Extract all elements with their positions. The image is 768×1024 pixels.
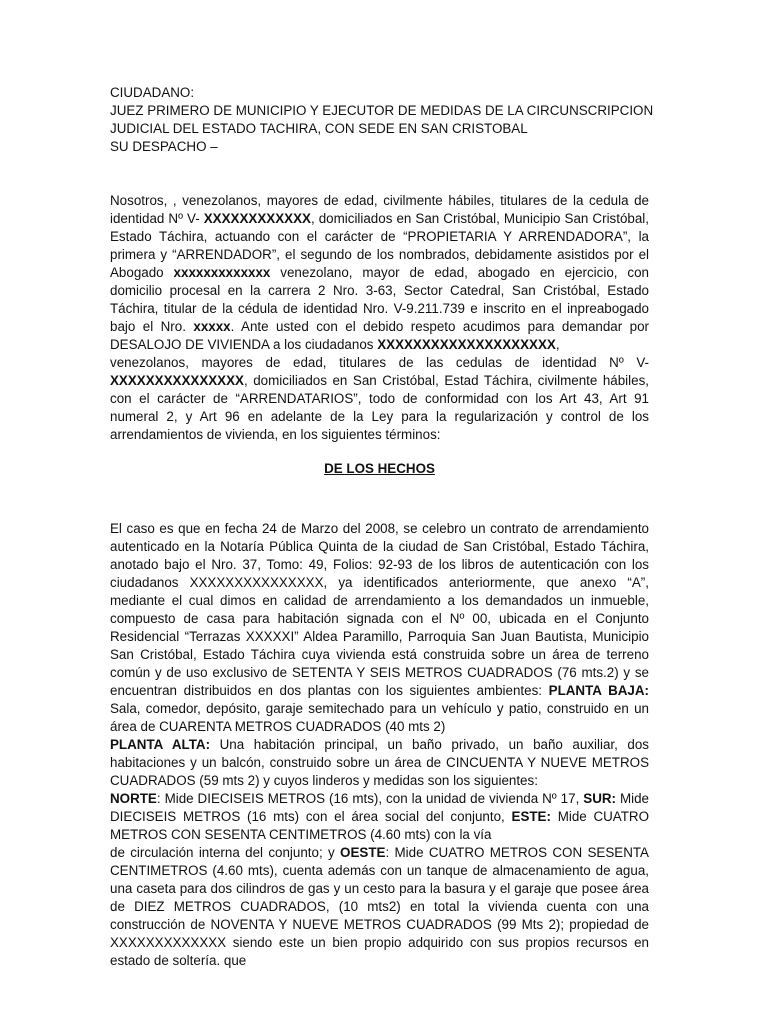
text-run: de circulación interna del conjunto; y xyxy=(110,845,341,860)
text-run: : Mide CUATRO METROS CON SESENTA CENTIMETROS (4.60 mts), cuenta además con un tanque de almacenamiento de agua, una caseta para dos cilindros de gas y un cesto para la basura y el garaje que posee área de DIEZ METROS CUADRADOS, (10 mts2) en total la vivienda cuenta con una construcción de NOVENTA Y NUEVE METROS CUADRADOS (99 Mts 2); propiedad de XXXXXXXXXXXXX siendo este un bien propio adquirido con sus propios recursos en estado de soltería. que xyxy=(110,845,649,968)
section-heading-wrap xyxy=(110,460,649,478)
document-page xyxy=(110,84,654,970)
bold-run: PLANTA ALTA: xyxy=(110,737,211,752)
text-run: Sala, comedor, depósito, garaje semitechado para un vehículo y patio, construido en un área de CUARENTA METROS CUADRADOS (40 mts 2) xyxy=(110,701,649,734)
bold-run: XXXXXXXXXXXXXXXXXXXX xyxy=(377,337,556,352)
bold-run: PLANTA BAJA: xyxy=(548,683,650,698)
text-run: , domiciliados en San Cristóbal, Estad Táchira, civilmente hábiles, con el carácter de “ARRENDATARIOS”, todo de conformidad con los Art 43, Art 91 numeral 2, y Art 96 en adelante de la Ley para la regularización y control de los arrendamientos de vivienda, en los siguientes términos: xyxy=(110,373,649,442)
address-line: CIUDADANO: xyxy=(110,85,195,100)
intro-paragraph xyxy=(110,192,649,354)
text-run: venezolanos, mayores de edad, titulares de las cedulas de identidad Nº V- xyxy=(110,355,649,370)
facts-paragraph xyxy=(110,520,649,736)
address-line: JUDICIAL DEL ESTADO TACHIRA, CON SEDE EN SAN CRISTOBAL xyxy=(110,121,528,136)
spacer xyxy=(110,156,649,192)
text-run: El caso es que en fecha 24 de Marzo del 2008, se celebro un contrato de arrendamiento autenticado en la Notaría Pública Quinta de la ciudad de San Cristóbal, Estado Táchira, anotado bajo el Nro. 37, Tomo: 49, Folios: 92-93 de los libros de autenticación con los ciudadanos XXXXXXXXXXXXXXX, ya identificados anteriormente, que anexo “A”, mediante el cual dimos en calidad de arrendamiento a los demandados un inmueble, compuesto de casa para habitación signada con el Nº 00, ubicada en el Conjunto Residencial “Terrazas XXXXXI” Aldea Paramillo, Parroquia San Juan Bautista, Municipio San Cristóbal, Estado Táchira cuya vivienda está construida sobre un área de terreno común y de uso exclusivo de SETENTA Y SEIS METROS CUADRADOS (76 mts.2) y se encuentran distribuidos en dos plantas con los siguientes ambientes: xyxy=(110,521,649,698)
text-run: Nosotros, , venezolanos, mayores de edad, civilmente hábiles, titulares de la cedula de identidad Nº V- xyxy=(110,193,649,226)
parties-paragraph xyxy=(110,354,649,444)
text-run: , domiciliados en San Cristóbal, Municipio San Cristóbal, Estado Táchira, actuando con el carácter de “PROPIETARIA Y ARRENDADORA”, la primera y “ARRENDADOR”, el segundo de los nombrados, debidamente asistidos por el Abogado xyxy=(110,211,649,280)
bold-run: xxxxxxxxxxxxx xyxy=(173,265,271,280)
text-run: . Ante usted con el debido respeto acudimos para demandar por DESALOJO DE VIVIENDA a los ciudadanos xyxy=(110,319,649,352)
bold-run: ESTE: xyxy=(511,809,551,824)
west-boundary-paragraph xyxy=(110,844,649,970)
address-line: SU DESPACHO – xyxy=(110,139,218,154)
section-heading: DE LOS HECHOS xyxy=(324,461,435,476)
text-run: , xyxy=(555,337,560,352)
bold-run: OESTE xyxy=(340,845,386,860)
text-run: : Mide DIECISEIS METROS (16 mts), con la unidad de vivienda Nº 17, xyxy=(156,791,584,806)
bold-run: NORTE xyxy=(110,791,157,806)
bold-run: XXXXXXXXXXXXXXX xyxy=(110,373,244,388)
text-run: Una habitación principal, un baño privado, un baño auxiliar, dos habitaciones y un balcón, construido sobre un área de CINCUENTA Y NUEVE METROS CUADRADOS (59 mts 2) y cuyos linderos y medidas son los siguientes: xyxy=(110,737,650,788)
text-run: Mide CUATRO METROS CON SESENTA CENTIMETROS (4.60 mts) con la vía xyxy=(110,809,649,842)
text-run: Mide DIECISEIS METROS (16 mts) con el área social del conjunto, xyxy=(110,791,649,824)
bold-run: SUR: xyxy=(583,791,616,806)
upper-floor-paragraph xyxy=(110,736,649,790)
bold-run: XXXXXXXXXXXX xyxy=(203,211,311,226)
text-run: venezolano, mayor de edad, abogado en ejercicio, con domicilio procesal en la carrera 2 Nro. 3-63, Sector Catedral, San Cristóbal, Estado Táchira, titular de la cédula de identidad Nro. V-9.211.739 e inscrito en el inpreabogado bajo el Nro. xyxy=(110,265,649,334)
address-block xyxy=(110,84,654,156)
address-line: JUEZ PRIMERO DE MUNICIPIO Y EJECUTOR DE MEDIDAS DE LA CIRCUNSCRIPCION xyxy=(110,103,654,118)
boundaries-paragraph xyxy=(110,790,649,844)
bold-run: xxxxx xyxy=(193,319,231,334)
